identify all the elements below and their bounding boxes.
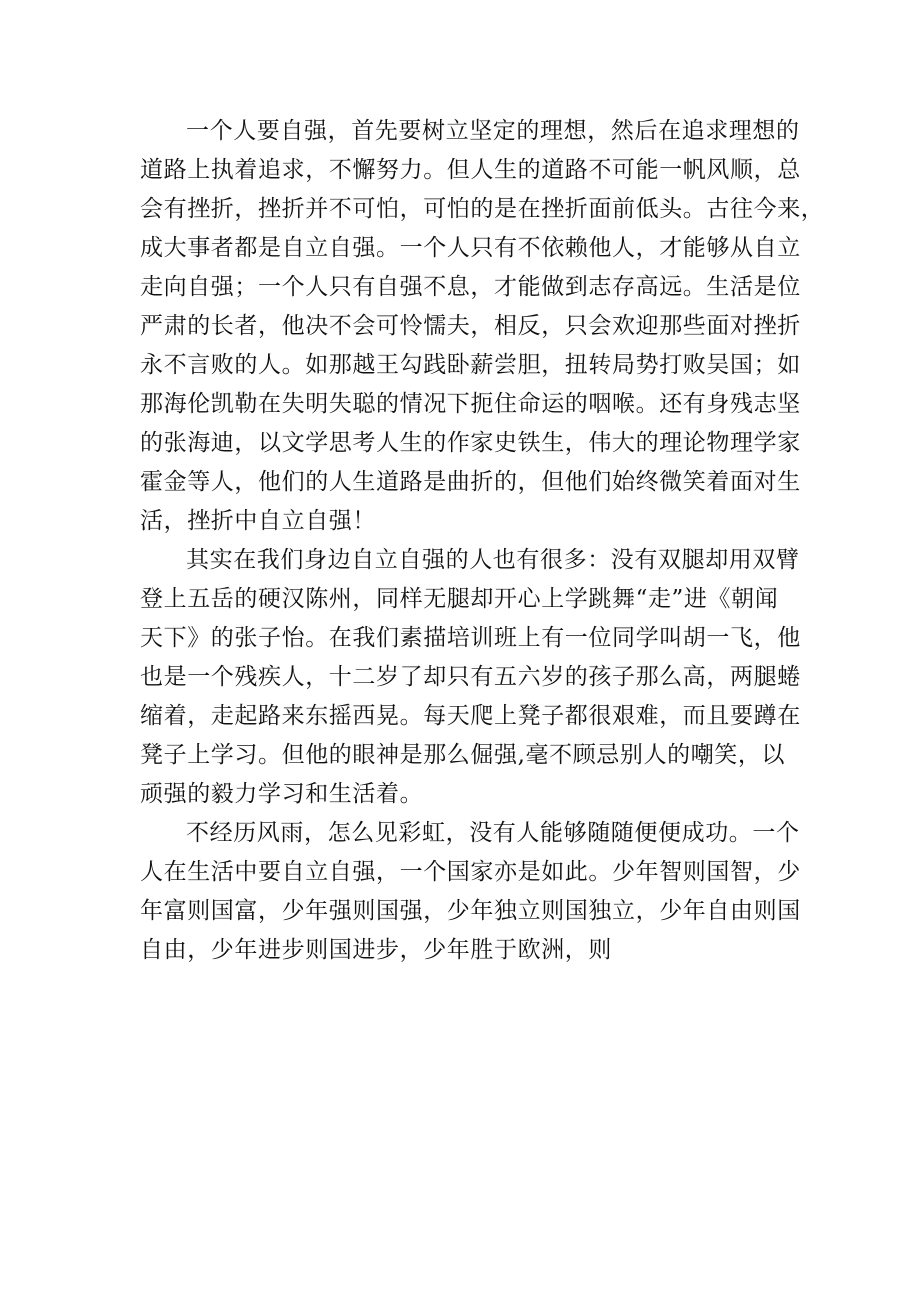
paragraph-1-line: 永不言败的人。如那越王勾践卧薪尝胆，扭转局势打败吴国；如 <box>140 352 801 378</box>
paragraph-2-line: 缩着，走起路来东摇西晃。每天爬上凳子都很艰难，而且要蹲在 <box>140 703 801 729</box>
paragraph-2-line: 登上五岳的硬汉陈州，同样无腿却开心上学跳舞“走”进《朝闻 <box>140 586 779 612</box>
paragraph-1-line: 那海伦凯勒在失明失聪的情况下扼住命运的咽喉。还有身残志坚 <box>140 391 801 417</box>
paragraph-1-line: 道路上执着追求，不懈努力。但人生的道路不可能一帆风顺，总 <box>140 157 801 183</box>
paragraph-3-line: 人在生活中要自立自强，一个国家亦是如此。少年智则国智，少 <box>140 859 801 885</box>
document-body <box>140 112 825 970</box>
paragraph-1-line: 霍金等人，他们的人生道路是曲折的，但他们始终微笑着面对生 <box>140 469 801 495</box>
paragraph-1-line: 走向自强；一个人只有自强不息，才能做到志存高远。生活是位 <box>140 274 801 300</box>
paragraph-1-line: 严肃的长者，他决不会可怜懦夫，相反，只会欢迎那些面对挫折 <box>140 313 801 339</box>
paragraph-2-line: 也是一个残疾人，十二岁了却只有五六岁的孩子那么高，两腿蜷 <box>140 664 801 690</box>
paragraph-2-line: 其实在我们身边自立自强的人也有很多：没有双腿却用双臂 <box>186 547 800 573</box>
paragraph-2-line: 顽强的毅力学习和生活着。 <box>140 781 424 807</box>
paragraph-3-line: 年富则国富，少年强则国强，少年独立则国独立，少年自由则国 <box>140 898 801 924</box>
paragraph-3-line: 不经历风雨，怎么见彩虹，没有人能够随随便便成功。一个 <box>186 820 800 846</box>
paragraph-1-line: 活，挫折中自立自强！ <box>140 508 376 534</box>
paragraph-1-line: 的张海迪，以文学思考人生的作家史铁生，伟大的理论物理学家 <box>140 430 801 456</box>
paragraph-1-line: 成大事者都是自立自强。一个人只有不依赖他人，才能够从自立 <box>140 235 801 261</box>
paragraph-2-line: 天下》的张子怡。在我们素描培训班上有一位同学叫胡一飞，他 <box>140 625 801 651</box>
paragraph-1-line: 会有挫折，挫折并不可怕，可怕的是在挫折面前低头。古往今来， <box>140 196 825 222</box>
paragraph-2-line: 凳子上学习。但他的眼神是那么倔强,毫不顾忌别人的嘲笑，以 <box>140 742 786 768</box>
paragraph-1-line: 一个人要自强，首先要树立坚定的理想，然后在追求理想的 <box>186 118 800 144</box>
paragraph-3-line: 自由，少年进步则国进步，少年胜于欧洲，则 <box>140 937 612 963</box>
